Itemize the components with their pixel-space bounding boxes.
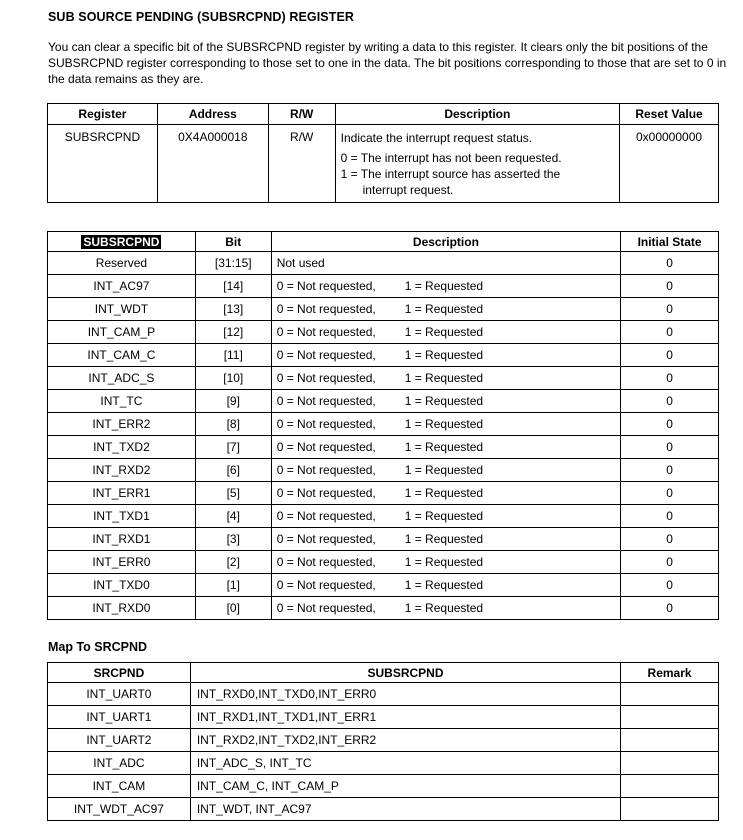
table-row (48, 551, 719, 574)
bit-description-off: 0 = Not requested, (276, 578, 376, 592)
bit-field-name: INT_TXD1 (48, 505, 196, 528)
bit-range: [0] (195, 597, 271, 620)
header-subsrcpnd: SUBSRCPND (190, 663, 620, 683)
bit-range: [13] (195, 298, 271, 321)
srcpnd-name: INT_CAM (48, 775, 191, 798)
bit-description (271, 298, 620, 321)
bit-range: [6] (195, 459, 271, 482)
table-row (48, 574, 719, 597)
map-table-header (48, 663, 719, 683)
remark (621, 775, 719, 798)
bit-description (271, 390, 620, 413)
subsrcpnd-sources: INT_ADC_S, INT_TC (190, 752, 620, 775)
bit-range: [8] (195, 413, 271, 436)
description-line: interrupt request. (362, 183, 454, 197)
bit-description (271, 505, 620, 528)
bit-description-off: 0 = Not requested, (276, 440, 376, 454)
bit-field-name: INT_AC97 (48, 275, 196, 298)
bit-initial-state: 0 (621, 574, 719, 597)
table-row (48, 775, 719, 798)
bit-description-off: 0 = Not requested, (276, 486, 376, 500)
bit-field-name: Reserved (48, 252, 196, 275)
table-row (48, 752, 719, 775)
subsrcpnd-sources: INT_RXD2,INT_TXD2,INT_ERR2 (190, 729, 620, 752)
bit-description-on: 1 = Requested (404, 302, 484, 316)
header-description: Description (335, 104, 619, 125)
header-subsrcpnd-label: SUBSRCPND (83, 234, 160, 249)
register-rw: R/W (268, 125, 335, 203)
bit-description-on: 1 = Requested (404, 578, 484, 592)
description-line: Indicate the interrupt request status. (340, 131, 533, 145)
remark (621, 798, 719, 821)
table-row (48, 505, 719, 528)
bit-description-off: 0 = Not requested, (276, 555, 376, 569)
bit-field-name: INT_RXD1 (48, 528, 196, 551)
remark (621, 706, 719, 729)
bit-description-on: 1 = Requested (404, 532, 484, 546)
bit-initial-state: 0 (621, 275, 719, 298)
bit-field-name: INT_TC (48, 390, 196, 413)
bit-description-on: 1 = Requested (404, 555, 484, 569)
table-row (48, 344, 719, 367)
subsrcpnd-sources: INT_WDT, INT_AC97 (190, 798, 620, 821)
bit-initial-state: 0 (621, 298, 719, 321)
bit-table-body (48, 252, 719, 620)
bit-initial-state: 0 (621, 459, 719, 482)
bit-range: [5] (195, 482, 271, 505)
table-row (48, 321, 719, 344)
register-description (335, 125, 619, 203)
header-address: Address (157, 104, 268, 125)
bit-description-on: 1 = Requested (404, 509, 484, 523)
bit-range: [11] (195, 344, 271, 367)
bit-description-on: 1 = Requested (404, 417, 484, 431)
table-row (48, 390, 719, 413)
bit-description-on: 1 = Requested (404, 440, 484, 454)
bit-description (271, 275, 620, 298)
subsrcpnd-sources: INT_RXD0,INT_TXD0,INT_ERR0 (190, 683, 620, 706)
bit-description-off: Not used (276, 256, 325, 270)
srcpnd-name: INT_ADC (48, 752, 191, 775)
bit-description (271, 252, 620, 275)
subsrcpnd-sources: INT_RXD1,INT_TXD1,INT_ERR1 (190, 706, 620, 729)
bit-range: [3] (195, 528, 271, 551)
bit-description-off: 0 = Not requested, (276, 463, 376, 477)
bit-field-name: INT_TXD2 (48, 436, 196, 459)
register-name: SUBSRCPND (48, 125, 158, 203)
bit-initial-state: 0 (621, 390, 719, 413)
bit-initial-state: 0 (621, 344, 719, 367)
bit-description (271, 551, 620, 574)
bit-description-off: 0 = Not requested, (276, 532, 376, 546)
bit-range: [9] (195, 390, 271, 413)
bit-field-name: INT_RXD0 (48, 597, 196, 620)
bit-description-off: 0 = Not requested, (276, 279, 376, 293)
bit-description-on: 1 = Requested (404, 601, 484, 615)
bit-description (271, 367, 620, 390)
register-row (48, 125, 719, 203)
bit-range: [4] (195, 505, 271, 528)
bit-range: [10] (195, 367, 271, 390)
table-row (48, 528, 719, 551)
bit-range: [14] (195, 275, 271, 298)
description-line: 0 = The interrupt has not been requested. (340, 151, 562, 165)
bit-field-name: INT_CAM_C (48, 344, 196, 367)
bit-description-off: 0 = Not requested, (276, 371, 376, 385)
table-row (48, 413, 719, 436)
page-title: SUB SOURCE PENDING (SUBSRCPND) REGISTER (48, 10, 355, 24)
header-reset-value: Reset Value (620, 104, 719, 125)
header-rw: R/W (268, 104, 335, 125)
header-remark: Remark (621, 663, 719, 683)
bit-initial-state: 0 (621, 367, 719, 390)
table-row (48, 298, 719, 321)
table-row (48, 729, 719, 752)
bit-range: [12] (195, 321, 271, 344)
bit-field-name: INT_ADC_S (48, 367, 196, 390)
bit-initial-state: 0 (621, 528, 719, 551)
subsrcpnd-sources: INT_CAM_C, INT_CAM_P (190, 775, 620, 798)
header-register: Register (48, 104, 158, 125)
remark (621, 752, 719, 775)
bit-table-header (48, 232, 719, 252)
table-row (48, 706, 719, 729)
register-table-header (48, 104, 719, 125)
bit-description-on: 1 = Requested (404, 486, 484, 500)
remark (621, 683, 719, 706)
bit-description (271, 597, 620, 620)
header-subsrcpnd (48, 232, 196, 252)
table-row (48, 597, 719, 620)
bit-initial-state: 0 (621, 321, 719, 344)
bit-field-name: INT_WDT (48, 298, 196, 321)
bit-table (47, 231, 719, 620)
register-reset-value: 0x00000000 (620, 125, 719, 203)
bit-range: [7] (195, 436, 271, 459)
bit-description-off: 0 = Not requested, (276, 601, 376, 615)
bit-initial-state: 0 (621, 252, 719, 275)
bit-range: [31:15] (195, 252, 271, 275)
header-srcpnd: SRCPND (48, 663, 191, 683)
bit-field-name: INT_ERR1 (48, 482, 196, 505)
bit-initial-state: 0 (621, 436, 719, 459)
header-initial-state: Initial State (621, 232, 719, 252)
bit-description-on: 1 = Requested (404, 463, 484, 477)
bit-initial-state: 0 (621, 597, 719, 620)
bit-description-off: 0 = Not requested, (276, 302, 376, 316)
bit-description-on: 1 = Requested (404, 394, 484, 408)
bit-initial-state: 0 (621, 551, 719, 574)
register-address: 0X4A000018 (157, 125, 268, 203)
intro-paragraph: You can clear a specific bit of the SUBSRCPND register by writing a data to this register. It clears only the bit positions of the SUBSRCPND register corresponding to those set to one in the data. The bit positions corresponding to those that are set to 0 in the data remains as they are. (48, 40, 727, 86)
header-bit: Bit (195, 232, 271, 252)
bit-description-off: 0 = Not requested, (276, 509, 376, 523)
header-description: Description (271, 232, 620, 252)
bit-description-on: 1 = Requested (404, 348, 484, 362)
bit-description (271, 528, 620, 551)
bit-description (271, 574, 620, 597)
map-heading: Map To SRCPND (48, 640, 148, 654)
srcpnd-name: INT_UART0 (48, 683, 191, 706)
bit-description-off: 0 = Not requested, (276, 417, 376, 431)
table-row (48, 482, 719, 505)
bit-description-on: 1 = Requested (404, 371, 484, 385)
bit-description-on: 1 = Requested (404, 279, 484, 293)
bit-description-off: 0 = Not requested, (276, 348, 376, 362)
bit-description (271, 344, 620, 367)
bit-description-off: 0 = Not requested, (276, 394, 376, 408)
bit-range: [1] (195, 574, 271, 597)
table-row (48, 367, 719, 390)
bit-description-on: 1 = Requested (404, 325, 484, 339)
bit-field-name: INT_CAM_P (48, 321, 196, 344)
bit-range: [2] (195, 551, 271, 574)
srcpnd-name: INT_WDT_AC97 (48, 798, 191, 821)
table-row (48, 436, 719, 459)
bit-description (271, 436, 620, 459)
bit-field-name: INT_ERR0 (48, 551, 196, 574)
table-row (48, 683, 719, 706)
bit-field-name: INT_RXD2 (48, 459, 196, 482)
bit-description-off: 0 = Not requested, (276, 325, 376, 339)
description-line: 1 = The interrupt source has asserted the (340, 167, 561, 181)
bit-field-name: INT_TXD0 (48, 574, 196, 597)
table-row (48, 275, 719, 298)
bit-field-name: INT_ERR2 (48, 413, 196, 436)
map-table (47, 662, 719, 821)
srcpnd-name: INT_UART2 (48, 729, 191, 752)
bit-initial-state: 0 (621, 505, 719, 528)
table-row (48, 459, 719, 482)
table-row (48, 252, 719, 275)
bit-description (271, 321, 620, 344)
bit-initial-state: 0 (621, 482, 719, 505)
bit-initial-state: 0 (621, 413, 719, 436)
bit-description (271, 413, 620, 436)
register-table (47, 103, 719, 203)
map-table-body (48, 683, 719, 821)
table-row (48, 798, 719, 821)
srcpnd-name: INT_UART1 (48, 706, 191, 729)
bit-description (271, 482, 620, 505)
bit-description (271, 459, 620, 482)
remark (621, 729, 719, 752)
